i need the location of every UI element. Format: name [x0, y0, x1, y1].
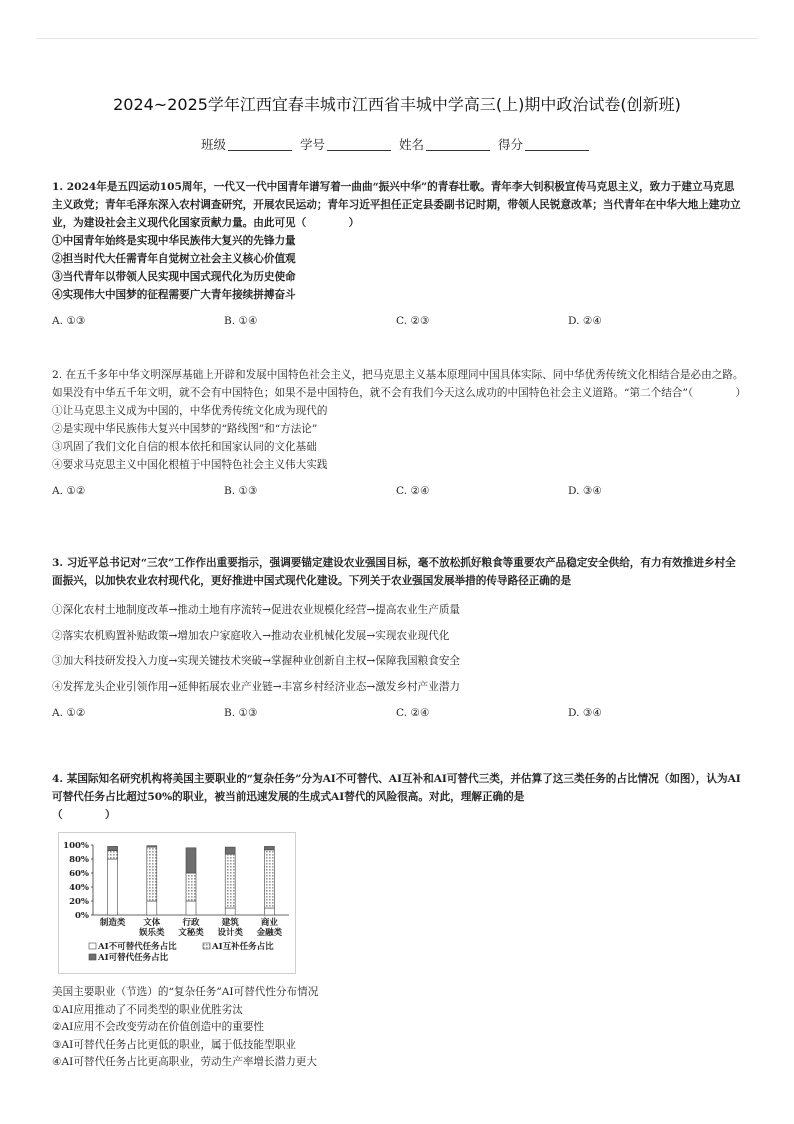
question-2-choice-c[interactable]: C. ②④: [396, 485, 430, 497]
question-3: [52, 554, 744, 722]
question-3-choice-d[interactable]: D. ③④: [568, 707, 602, 719]
question-1-choice-b[interactable]: B. ①④: [224, 315, 258, 327]
legend-swatch: [89, 954, 96, 960]
bar-segment: [264, 846, 274, 850]
question-3-stem: 3. 习近平总书记对“三农”工作作出重要指示，强调要锚定建设农业强国目标，毫不放松抓好粮食等重要农产品稳定安全供给，有力有效推进乡村全面振兴，以加快农业农村现代化，更好推进中国式现代化建设。下列关于农业强国发展举措的传导路径正确的是: [52, 557, 736, 587]
x-tick-label: 文体: [143, 918, 161, 928]
y-tick-label: 40%: [69, 883, 89, 893]
bar-segment: [186, 873, 196, 901]
question-1-option-4: ④实现伟大中国梦的征程需要广大青年接续拼搏奋斗: [52, 289, 296, 301]
y-tick-label: 100%: [63, 841, 89, 851]
question-4-stem: 4. 某国际知名研究机构将美国主要职业的“复杂任务”分为AI不可替代、AI互补和AI可替代三类，并估算了这三类任务的占比情况（如图），认为AI可替代任务占比超过50%的职业，被当前迅速发展的生成式AI替代的风险很高。对此，理解正确的是: [52, 773, 741, 803]
question-4-option-2: ②AI应用不会改变劳动在价值创造中的重要性: [52, 1021, 265, 1033]
info-score-label: 得分: [497, 137, 523, 152]
bar-segment: [147, 847, 157, 901]
bar-segment: [264, 850, 274, 908]
question-3-option-1: ①深化农村土地制度改革→推动土地有序流转→促进农业规模化经营→提高农业生产质量: [52, 604, 461, 616]
question-4-option-3: ③AI可替代任务占比更低的职业，属于低技能型职业: [52, 1038, 296, 1051]
question-1-choice-a[interactable]: A. ①③: [52, 315, 86, 327]
x-tick-label: 设计类: [217, 928, 243, 938]
question-3-option-4: ④发挥龙头企业引领作用→延伸拓展农业产业链→丰富乡村经济业态→激发乡村产业潜力: [52, 680, 461, 693]
info-score-blank[interactable]: [525, 138, 589, 151]
question-4-option-1: ①AI应用推动了不同类型的职业优胜劣汰: [52, 1003, 243, 1016]
bar-segment: [147, 846, 157, 847]
legend-label: AI不可替代任务占比: [98, 942, 177, 952]
bar-segment: [108, 846, 118, 850]
question-1-choice-c[interactable]: C. ②③: [396, 315, 430, 327]
info-number-label: 学号: [299, 137, 325, 152]
legend-label: AI互补任务占比: [212, 942, 274, 952]
bar-segment: [225, 908, 235, 915]
question-3-choices: [52, 704, 744, 722]
question-1-option-2: ②担当时代大任需青年自觉树立社会主义核心价值观: [52, 253, 296, 265]
question-4-paren: （ ）: [52, 809, 116, 821]
legend-label: AI可替代任务占比: [98, 953, 169, 963]
question-1-choice-d[interactable]: D. ②④: [568, 315, 602, 327]
question-1: [52, 178, 744, 330]
question-3-option-2: ②落实农机购置补贴政策→增加农户家庭收入→推动农业机械化发展→实现农业现代化: [52, 629, 450, 642]
x-tick-label: 商业: [260, 918, 278, 928]
page-title: 2024~2025学年江西宜春丰城市江西省丰城中学高三(上)期中政治试卷(创新班): [113, 95, 681, 114]
question-2-option-4: ④要求马克思主义中国化根植于中国特色社会主义伟大实践: [52, 459, 328, 471]
y-tick-label: 0%: [75, 911, 89, 921]
question-3-choice-c[interactable]: C. ②④: [396, 707, 430, 719]
question-2-choice-b[interactable]: B. ①③: [224, 485, 258, 497]
bar-segment: [186, 848, 196, 873]
bar-segment: [147, 901, 157, 915]
question-4-body: [52, 984, 744, 1072]
question-2-choices: [52, 482, 744, 500]
legend-swatch: [89, 943, 96, 949]
question-2-option-1: ①让马克思主义成为中国的，中华优秀传统文化成为现代的: [52, 405, 328, 417]
question-4-option-4: ④AI可替代任务占比更高职业，劳动生产率增长潜力更大: [52, 1056, 317, 1068]
info-class-label: 班级: [200, 137, 226, 152]
question-2-option-2: ②是实现中华民族伟大复兴中国梦的“路线图”和“方法论”: [52, 423, 318, 435]
info-number-blank[interactable]: [327, 138, 391, 151]
bar-segment: [186, 901, 196, 915]
y-tick-label: 80%: [69, 855, 89, 865]
x-tick-label: 娱乐类: [139, 928, 165, 938]
question-2: [52, 366, 747, 500]
x-tick-label: 文秘类: [178, 928, 204, 938]
question-2-choice-d[interactable]: D. ③④: [568, 485, 602, 497]
occupation-ai-chart: [58, 832, 296, 974]
bar-segment: [225, 847, 235, 854]
question-3-choice-a[interactable]: A. ①②: [52, 707, 86, 719]
question-3-option-3: ③加大科技研发投入力度→实现关键技术突破→掌握种业创新自主权→保障我国粮食安全: [52, 655, 461, 667]
info-name-blank[interactable]: [426, 138, 490, 151]
bar-segment: [108, 859, 118, 915]
bar-segment: [108, 851, 118, 859]
legend-swatch: [203, 943, 210, 949]
y-tick-label: 60%: [69, 869, 89, 879]
bar-segment: [264, 908, 274, 915]
question-1-option-1: ①中国青年始终是实现中华民族伟大复兴的先锋力量: [52, 235, 296, 247]
question-3-choice-b[interactable]: B. ①③: [224, 707, 258, 719]
question-1-option-3: ③当代青年以带领人民实现中国式现代化为历史使命: [52, 271, 296, 283]
y-tick-label: 20%: [69, 897, 89, 907]
info-name-label: 姓名: [398, 137, 424, 152]
chart-svg: [59, 833, 295, 973]
question-2-stem: 2. 在五千多年中华文明深厚基础上开辟和发展中国特色社会主义，把马克思主义基本原理同中国具体实际、同中华优秀传统文化相结合是必由之路。如果没有中华五千年文明，就不会有中国特色；如果不是中国特色，就不会有我们今天这么成功的中国特色社会主义道路。“第二个结合”（ ）: [52, 369, 747, 399]
question-2-option-3: ③巩固了我们文化自信的根本依托和国家认同的文化基础: [52, 441, 317, 453]
bar-segment: [225, 854, 235, 908]
x-tick-label: 建筑: [221, 918, 239, 928]
question-2-choice-a[interactable]: A. ①②: [52, 485, 86, 497]
x-tick-label: 行政: [182, 918, 200, 928]
x-tick-label: 制造类: [99, 918, 126, 928]
x-tick-label: 金融类: [256, 928, 283, 938]
top-divider: [36, 38, 758, 39]
chart-caption: 美国主要职业（节选）的“复杂任务”AI可替代性分布情况: [52, 986, 319, 998]
question-1-stem: 1. 2024年是五四运动105周年，一代又一代中国青年谱写着一曲曲“振兴中华”的青春壮歌。青年李大钊积极宣传马克思主义，致力于建立马克思主义政党；青年毛泽东深入农村调查研究，开展农民运动；青年习近平担任正定县委副书记时期，带领人民锐意改革；当代青年在中华大地上建功立业，为建设社会主义现代化国家贡献力量。由此可见（ ）: [52, 181, 741, 229]
info-class-blank[interactable]: [228, 138, 292, 151]
question-4: [52, 770, 744, 824]
student-info-line: [0, 135, 794, 153]
question-1-choices: [52, 312, 744, 330]
